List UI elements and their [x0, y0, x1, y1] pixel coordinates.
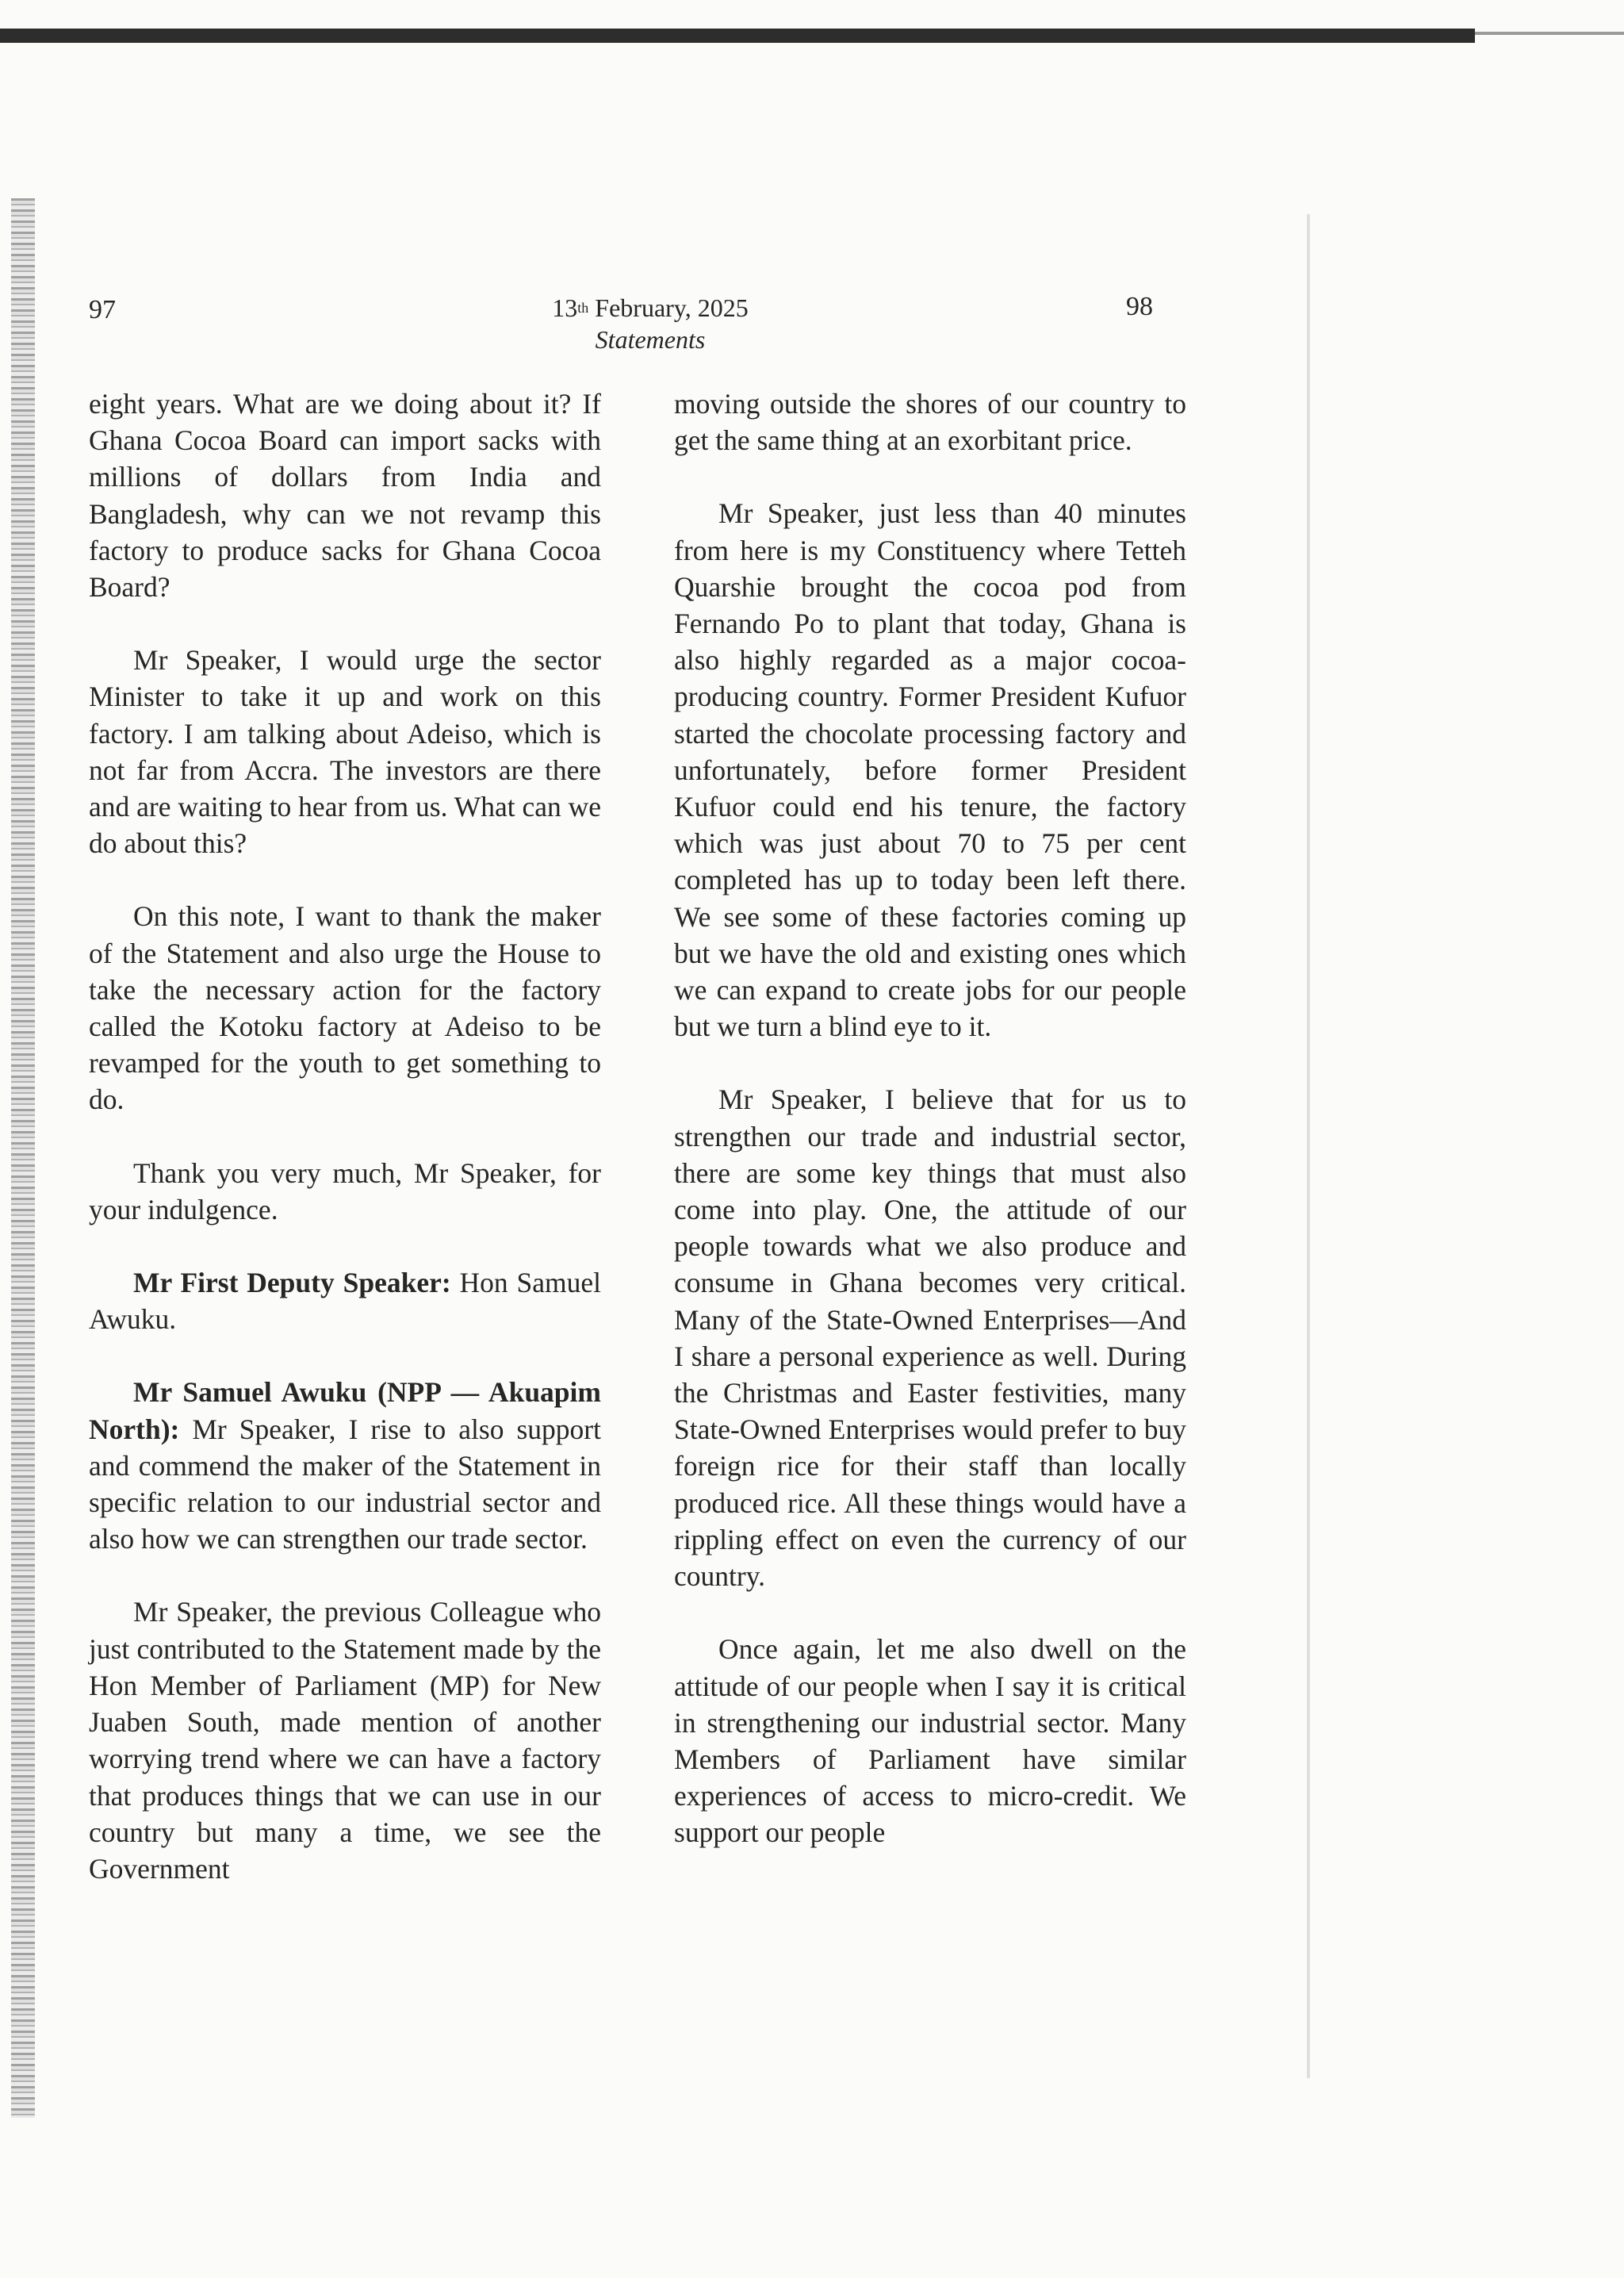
scan-edge-top: [0, 29, 1475, 43]
page-header: [0, 292, 1624, 363]
speaker-text: Hon Samuel Awuku.: [89, 1267, 601, 1336]
right-paragraph-2: Mr Speaker, just less than 40 minutes from here is my Constituency where Tetteh Quarshie brought the cocoa pod from Fernando Po to plant that today, Ghana is also highly regarded as a major cocoa-producing country. Former President Kufuor started the chocolate processing factory and unfortunately, before former President Kufuor could end his tenure, the factory which was just about 70 to 75 per cent completed has up to today been left there. We see some of these factories coming up but we have the old and existing ones which we can expand to create jobs for our people but we turn a blind eye to it.: [674, 497, 1186, 1043]
date-month-year: February, 2025: [588, 293, 749, 322]
right-paragraph-4: Once again, let me also dwell on the attitude of our people when I say it is critical in strengthening our industrial sector. Many Members of Parliament have similar experiences of access to micro-credit. We support our people: [674, 1633, 1186, 1849]
scan-crease: [1307, 214, 1310, 2078]
left-paragraph-3: On this note, I want to thank the maker of the Statement and also urge the House to take the necessary action for the factory called the Kotoku factory at Adeiso to be revamped for the youth to get something to do.: [89, 900, 601, 1116]
left-paragraph-6: [89, 1374, 601, 1557]
left-paragraph-1: eight years. What are we doing about it? If Ghana Cocoa Board can import sacks with millions of dollars from India and Bangladesh, why can we not revamp this factory to produce sacks for Ghana Cocoa Board?: [89, 388, 601, 604]
page-number-left: 97: [89, 295, 116, 324]
header-section: Statements: [595, 325, 706, 354]
speaker-name: Mr Samuel Awuku (NPP — Akuapim North):: [89, 1376, 601, 1445]
left-paragraph-4: Thank you very much, Mr Speaker, for your indulgence.: [89, 1156, 601, 1225]
page-number-right: 98: [1126, 292, 1153, 321]
scan-binding-edge: [11, 198, 35, 2118]
speaker-text: Mr Speaker, I rise to also support and commend the maker of the Statement in specific relation to our industrial sector and also how we can strengthen our trade sector.: [89, 1413, 601, 1555]
date-day: 13: [552, 293, 578, 322]
right-paragraph-1: moving outside the shores of our country to get the same thing at an exorbitant price.: [674, 388, 1186, 457]
left-paragraph-7: Mr Speaker, the previous Colleague who just contributed to the Statement made by the Hon Member of Parliament (MP) for New Juaben South, made mention of another worrying trend where we can have a factory that produces things that we can use in our country but many a time, we see the Government: [89, 1596, 601, 1885]
speaker-name: Mr First Deputy Speaker:: [133, 1267, 451, 1299]
scan-edge-top-fade: [1475, 32, 1624, 35]
date-suffix: th: [577, 300, 589, 316]
header-date: [476, 292, 825, 324]
right-column: [674, 385, 1186, 1851]
right-paragraph-3: Mr Speaker, I believe that for us to strengthen our trade and industrial sector, there are some key things that must also come into play. One, the attitude of our people towards what we also produce and consume in Ghana becomes very critical. Many of the State-Owned Enterprises—And I share a personal experience as well. During the Christmas and Easter festivities, many State-Owned Enterprises would prefer to buy foreign rice for their staff than locally produced rice. All these things would have a rippling effect on even the currency of our country.: [674, 1083, 1186, 1593]
header-center: [476, 292, 825, 355]
left-paragraph-2: Mr Speaker, I would urge the sector Minister to take it up and work on this factory. I am talking about Adeiso, which is not far from Accra. The investors are there and are waiting to hear from us. What can we do about this?: [89, 644, 601, 860]
left-paragraph-5: [89, 1264, 601, 1337]
left-column: [89, 385, 601, 1887]
